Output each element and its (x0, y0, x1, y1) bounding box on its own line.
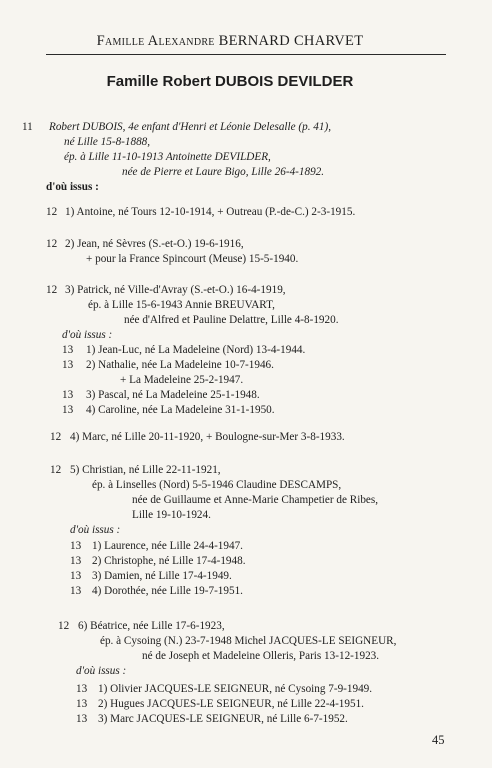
header-rule (46, 54, 446, 55)
child-line: ép. à Linselles (Nord) 5-5-1946 Claudine DESCAMPS, (92, 479, 342, 491)
issue-label: d'où issus : (76, 665, 127, 677)
issue-label: d'où issus : (46, 181, 99, 193)
child-line: ép. à Lille 15-6-1943 Annie BREUVART, (88, 299, 275, 311)
grandchild-line: 4) Dorothée, née Lille 19-7-1951. (92, 585, 243, 597)
section-title: Famille Robert DUBOIS DEVILDER (106, 73, 354, 90)
entry-line: né Lille 15-8-1888, (64, 136, 151, 148)
child-line: 6) Béatrice, née Lille 17-6-1923, (78, 620, 225, 632)
grandchild-line: 2) Hugues JACQUES-LE SEIGNEUR, né Lille 22-4-1951. (98, 698, 364, 710)
generation-number: 13 (70, 555, 82, 567)
child-line: Lille 19-10-1924. (132, 509, 211, 521)
grandchild-line: 2) Christophe, né Lille 17-4-1948. (92, 555, 246, 567)
child-line: 4) Marc, né Lille 20-11-1920, + Boulogne-sur-Mer 3-8-1933. (70, 431, 345, 443)
child-line: née de Guillaume et Anne-Marie Champetier de Ribes, (132, 494, 379, 506)
generation-number: 13 (70, 570, 82, 582)
child-line: 2) Jean, né Sèvres (S.-et-O.) 19-6-1916, (65, 238, 244, 250)
generation-number: 13 (76, 683, 88, 695)
grandchild-line: 1) Jean-Luc, né La Madeleine (Nord) 13-4-1944. (86, 344, 306, 356)
child-line: ép. à Cysoing (N.) 23-7-1948 Michel JACQUES-LE SEIGNEUR, (100, 635, 397, 647)
child-line: 5) Christian, né Lille 22-11-1921, (70, 464, 221, 476)
child-line: + pour la France Spincourt (Meuse) 15-5-1940. (86, 253, 299, 265)
child-line: 3) Patrick, né Ville-d'Avray (S.-et-O.) 16-4-1919, (65, 284, 286, 296)
grandchild-line: 3) Marc JACQUES-LE SEIGNEUR, né Lille 6-7-1952. (98, 713, 348, 725)
generation-number: 13 (76, 698, 88, 710)
grandchild-line: 4) Caroline, née La Madeleine 31-1-1950. (86, 404, 275, 416)
grandchild-line: 2) Nathalie, née La Madeleine 10-7-1946. (86, 359, 274, 371)
generation-number: 13 (70, 540, 82, 552)
issue-label: d'où issus : (70, 524, 121, 536)
grandchild-line: 3) Pascal, né La Madeleine 25-1-1948. (86, 389, 260, 401)
grandchild-line: 1) Laurence, née Lille 24-4-1947. (92, 540, 243, 552)
generation-number: 12 (50, 431, 62, 443)
child-line: né de Joseph et Madeleine Olleris, Paris 13-12-1923. (142, 650, 380, 662)
generation-number: 12 (50, 464, 62, 476)
generation-number: 13 (62, 359, 74, 371)
generation-number: 12 (46, 206, 58, 218)
grandchild-line: 3) Damien, né Lille 17-4-1949. (92, 570, 232, 582)
entry-line: née de Pierre et Laure Bigo, Lille 26-4-1892. (122, 166, 325, 178)
generation-number: 13 (62, 404, 74, 416)
generation-number: 13 (70, 585, 82, 597)
entry-line: Robert DUBOIS, 4e enfant d'Henri et Léonie Delesalle (p. 41), (49, 121, 332, 133)
generation-number: 12 (46, 238, 58, 250)
child-line: née d'Alfred et Pauline Delattre, Lille 4-8-1920. (124, 314, 339, 326)
grandchild-line: + La Madeleine 25-2-1947. (120, 374, 244, 386)
child-line: 1) Antoine, né Tours 12-10-1914, + Outreau (P.-de-C.) 2-3-1915. (65, 206, 356, 218)
generation-number: 12 (58, 620, 70, 632)
page-number: 45 (432, 733, 445, 747)
issue-label: d'où issus : (62, 329, 113, 341)
grandchild-line: 1) Olivier JACQUES-LE SEIGNEUR, né Cysoing 7-9-1949. (98, 683, 373, 695)
generation-number: 11 (22, 121, 33, 133)
generation-number: 13 (76, 713, 88, 725)
generation-number: 13 (62, 389, 74, 401)
generation-number: 13 (62, 344, 74, 356)
running-head: Famille Alexandre BERNARD CHARVET (96, 33, 364, 49)
entry-line: ép. à Lille 11-10-1913 Antoinette DEVILDER, (64, 151, 271, 163)
generation-number: 12 (46, 284, 58, 296)
